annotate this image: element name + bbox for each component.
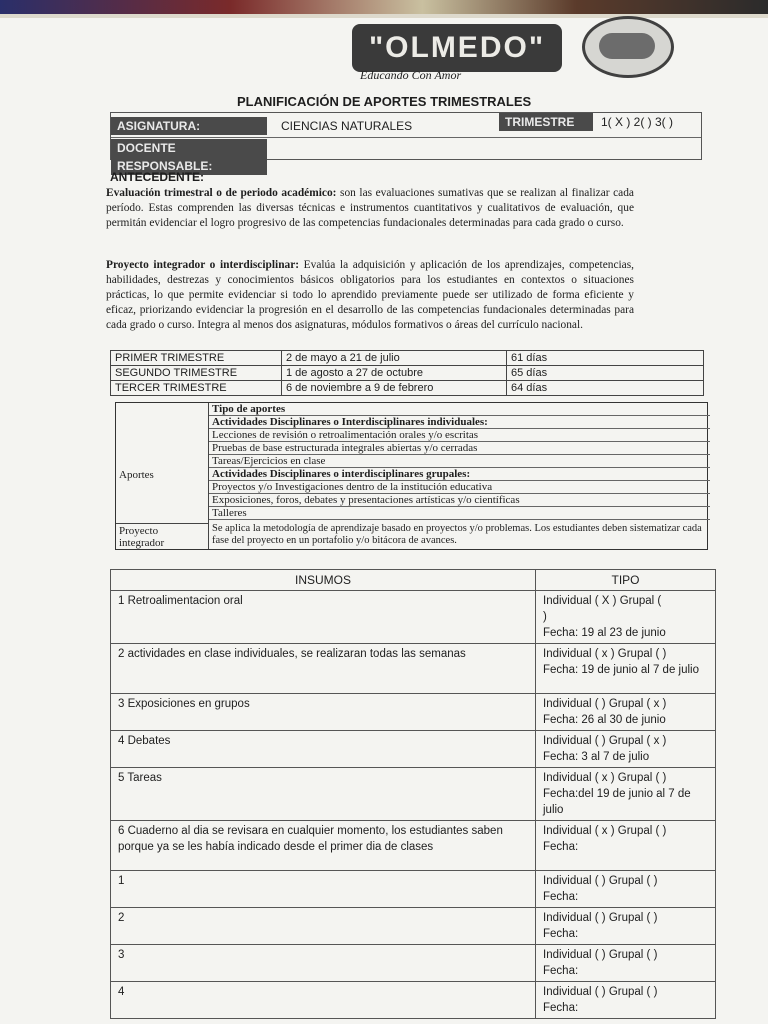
tipo-cell bbox=[536, 731, 716, 768]
insumo-cell: 3 Exposiciones en grupos bbox=[111, 694, 536, 731]
trimestre-days: 61 días bbox=[507, 351, 704, 366]
insumo-cell: 1 Retroalimentacion oral bbox=[111, 591, 536, 644]
top-banner-edge bbox=[0, 14, 768, 18]
table-row bbox=[111, 871, 716, 908]
table-row bbox=[111, 366, 704, 381]
insumo-cell: 2 actividades en clase individuales, se realizaran todas las semanas bbox=[111, 644, 536, 694]
tipo-value: Individual ( x ) Grupal ( ) bbox=[543, 825, 667, 837]
aporte-row: Tareas/Ejercicios en clase bbox=[209, 455, 710, 468]
table-row bbox=[111, 982, 716, 1019]
school-logo bbox=[352, 24, 562, 72]
fecha-value: Fecha: 26 al 30 de junio bbox=[543, 714, 666, 726]
tipo-value: Individual ( ) Grupal ( x ) bbox=[543, 698, 667, 710]
aporte-row: Talleres bbox=[209, 507, 710, 520]
trimestre-name: PRIMER TRIMESTRE bbox=[111, 351, 282, 366]
insumos-column-header: INSUMOS bbox=[111, 570, 536, 591]
top-banner-strip bbox=[0, 0, 768, 14]
tipo-cell bbox=[536, 768, 716, 821]
tipo-value: Individual ( x ) Grupal ( ) bbox=[543, 648, 667, 660]
fecha-value: Fecha: bbox=[543, 891, 579, 903]
trimestre-name: SEGUNDO TRIMESTRE bbox=[111, 366, 282, 381]
table-row bbox=[111, 694, 716, 731]
fecha-value: Fecha: 19 de junio al 7 de julio bbox=[543, 664, 699, 676]
trimestre-value: 1( X ) 2( ) 3( ) bbox=[601, 115, 674, 129]
paragraph-proyecto bbox=[106, 258, 634, 333]
tipo-value: Individual ( ) Grupal ( ) bbox=[543, 875, 658, 887]
fecha-value: Fecha: bbox=[543, 965, 579, 977]
trimestre-dates: 1 de agosto a 27 de octubre bbox=[282, 366, 507, 381]
table-row bbox=[111, 908, 716, 945]
insumo-cell: 1 bbox=[111, 871, 536, 908]
trimestre-days: 64 días bbox=[507, 381, 704, 396]
insumos-table bbox=[110, 569, 716, 1019]
table-row bbox=[111, 945, 716, 982]
trimestre-days: 65 días bbox=[507, 366, 704, 381]
insumo-cell: 5 Tareas bbox=[111, 768, 536, 821]
paragraph-evaluacion bbox=[106, 186, 634, 231]
insumo-cell: 4 Debates bbox=[111, 731, 536, 768]
term-evaluacion: Evaluación trimestral o de periodo académico: bbox=[106, 187, 337, 199]
fecha-value: Fecha: bbox=[543, 1002, 579, 1014]
aporte-row: Pruebas de base estructurada integrales abiertas y/o cerradas bbox=[209, 442, 710, 455]
docente-label: DOCENTE RESPONSABLE: bbox=[111, 139, 267, 175]
tipo-cell bbox=[536, 871, 716, 908]
trimestre-label: TRIMESTRE bbox=[499, 113, 593, 131]
trimestres-table bbox=[110, 350, 704, 396]
fecha-value: Fecha: 3 al 7 de julio bbox=[543, 751, 650, 763]
tipo-value-cont: ) bbox=[543, 611, 547, 623]
insumo-cell: 3 bbox=[111, 945, 536, 982]
tipo-value: Individual ( ) Grupal ( x ) bbox=[543, 735, 667, 747]
aporte-row: Actividades Disciplinares o interdisciplinares grupales: bbox=[209, 468, 710, 481]
proyecto-text: Se aplica la metodología de aprendizaje basado en proyectos y/o problemas. Los estudiantes deben sistematizar cada fase del proyecto en un portafolio y/o bitácora de avances. bbox=[212, 523, 702, 546]
aporte-row: Proyectos y/o Investigaciones dentro de la institución educativa bbox=[209, 481, 710, 494]
fecha-value: Fecha:del 19 de junio al 7 de julio bbox=[543, 788, 691, 816]
page-title: PLANIFICACIÓN DE APORTES TRIMESTRALES bbox=[237, 94, 532, 109]
trimestre-dates: 6 de noviembre a 9 de febrero bbox=[282, 381, 507, 396]
trimestre-dates: 2 de mayo a 21 de julio bbox=[282, 351, 507, 366]
aporte-row: Exposiciones, foros, debates y presentaciones artísticas y/o científicas bbox=[209, 494, 710, 507]
tipo-cell bbox=[536, 644, 716, 694]
term-proyecto: Proyecto integrador o interdisciplinar: bbox=[106, 259, 300, 271]
tipo-cell bbox=[536, 821, 716, 871]
insumo-cell: 4 bbox=[111, 982, 536, 1019]
school-motto: Educando Con Amor bbox=[360, 68, 462, 82]
table-row bbox=[111, 644, 716, 694]
insumo-cell: 2 bbox=[111, 908, 536, 945]
aportes-label-cell bbox=[116, 403, 209, 524]
header-table bbox=[110, 112, 702, 173]
tipo-value: Individual ( ) Grupal ( ) bbox=[543, 912, 658, 924]
tipo-value: Individual ( ) Grupal ( ) bbox=[543, 986, 658, 998]
tipo-column-header: TIPO bbox=[536, 570, 716, 591]
school-name: "OLMEDO" bbox=[368, 31, 546, 64]
insumo-cell: 6 Cuaderno al dia se revisara en cualquier momento, los estudiantes saben porque ya se les había indicado desde el primer dia de clases bbox=[111, 821, 536, 871]
table-row bbox=[111, 381, 704, 396]
text-proyecto: Evalúa la adquisición y aplicación de los aprendizajes, competencias, habilidades, destrezas y conocimientos básicos obligatorios para los estudiantes en contextos o situaciones prácticas, lo que permite evidenciar si todo lo aprendido previamente puede ser utilizado de forma eficiente y eficaz, priorizando evidenciar la progresión en el desarrollo de las competencias fundacionales determinadas para cada grado o curso. Integra al menos dos asignaturas, módulos formativos o áreas del currículo nacional. bbox=[106, 259, 634, 331]
aportes-label: Aportes bbox=[119, 469, 154, 481]
fecha-value: Fecha: 19 al 23 de junio bbox=[543, 627, 666, 639]
tipo-cell bbox=[536, 908, 716, 945]
table-row bbox=[111, 351, 704, 366]
table-row bbox=[111, 731, 716, 768]
tipo-value: Individual ( X ) Grupal ( bbox=[543, 595, 662, 607]
tipo-cell bbox=[536, 982, 716, 1019]
aporte-row: Actividades Disciplinares o Interdisciplinares individuales: bbox=[209, 416, 710, 429]
table-header-row bbox=[111, 570, 716, 591]
antecedente-heading: ANTECEDENTE: bbox=[110, 170, 205, 184]
tipo-value: Individual ( ) Grupal ( ) bbox=[543, 949, 658, 961]
table-row bbox=[111, 821, 716, 871]
table-row bbox=[111, 591, 716, 644]
tipo-value: Individual ( x ) Grupal ( ) bbox=[543, 772, 667, 784]
fecha-value: Fecha: bbox=[543, 841, 579, 853]
asignatura-label: ASIGNATURA: bbox=[111, 117, 267, 135]
header-divider bbox=[111, 137, 701, 138]
tipo-cell bbox=[536, 591, 716, 644]
text-evaluacion: son las evaluaciones sumativas que se realizan al finalizar cada período. Estas comprenden las diversas técnicas e instrumentos cuantitativos y cualitativos de evaluación, que permitán evidenciar el logro progresivo de las competencias fundacionales determinadas para cada grado o curso. bbox=[106, 187, 634, 229]
table-row bbox=[111, 768, 716, 821]
aportes-table bbox=[115, 402, 708, 550]
fecha-value: Fecha: bbox=[543, 928, 579, 940]
proyecto-label: Proyecto integrador bbox=[119, 525, 165, 549]
asignatura-value: CIENCIAS NATURALES bbox=[281, 119, 413, 133]
tipo-cell bbox=[536, 945, 716, 982]
aporte-row-tipo: Tipo de aportes bbox=[209, 403, 710, 416]
school-emblem-icon bbox=[582, 16, 674, 78]
proyecto-label-cell bbox=[116, 524, 209, 549]
tipo-cell bbox=[536, 694, 716, 731]
trimestre-name: TERCER TRIMESTRE bbox=[111, 381, 282, 396]
aporte-row: Lecciones de revisión o retroalimentación orales y/o escritas bbox=[209, 429, 710, 442]
emblem-center bbox=[599, 33, 655, 59]
